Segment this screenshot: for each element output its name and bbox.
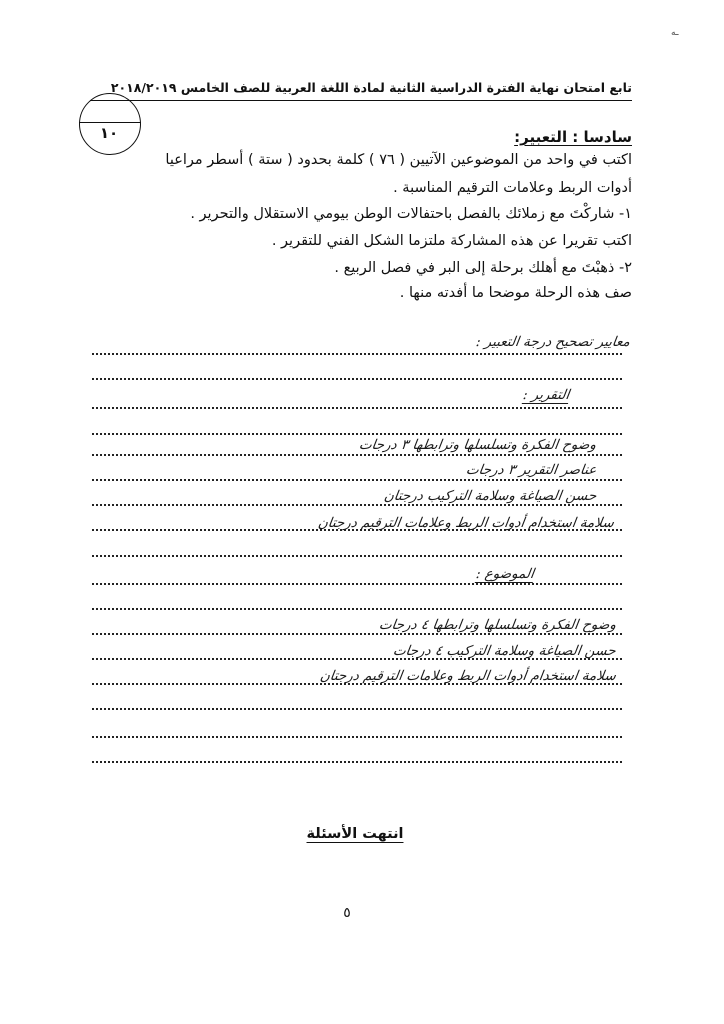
answer-line xyxy=(92,353,622,355)
handwritten-report-item: حسن الصياغة وسلامة التركيب درجتان xyxy=(382,488,598,504)
handwritten-topic-item: وضوح الفكرة وتسلسلها وترابطها ٤ درجات xyxy=(377,617,618,633)
answer-line xyxy=(92,555,622,557)
corner-mark: ـه xyxy=(671,28,679,38)
answer-line xyxy=(92,504,622,506)
header-rule xyxy=(90,100,632,101)
answer-line xyxy=(92,583,622,585)
answer-line xyxy=(92,608,622,610)
answer-line xyxy=(92,633,622,635)
section-title: سادسا : التعبير: xyxy=(514,128,632,146)
exam-header: تابع امتحان نهاية الفترة الدراسية الثانية لمادة اللغة العربية للصف الخامس ٢٠١٨/٢٠١٩ xyxy=(110,80,632,95)
answer-line xyxy=(92,761,622,763)
handwritten-topic-label: الموضوع : xyxy=(474,566,536,582)
handwritten-report-item: سلامة استخدام أدوات الربط وعلامات الترقيم درجتان xyxy=(317,515,616,531)
answer-line xyxy=(92,433,622,435)
handwritten-report-label: التقرير : xyxy=(521,387,571,403)
handwritten-topic-item: حسن الصياغة وسلامة التركيب ٤ درجات xyxy=(392,643,618,659)
answer-line xyxy=(92,454,622,456)
topic-2-task-line: صف هذه الرحلة موضحا ما أفدته منها . xyxy=(399,285,632,301)
score-value: ١٠ xyxy=(99,124,119,142)
handwritten-heading: معايير تصحيح درجة التعبير : xyxy=(474,334,632,350)
handwritten-report-item: عناصر التقرير ٣ درجات xyxy=(464,462,598,478)
answer-line xyxy=(92,479,622,481)
answer-line xyxy=(92,407,622,409)
instruction-line: اكتب في واحد من الموضوعين الآتيين ( ٧٦ ) كلمة بحدود ( ستة ) أسطر مراعيا xyxy=(165,152,632,168)
instruction-line: أدوات الربط وعلامات الترقيم المناسبة . xyxy=(393,180,632,196)
topic-2-line: ٢- ذهبْتَ مع أهلك برحلة إلى البر في فصل الربيع . xyxy=(334,260,632,276)
answer-line xyxy=(92,736,622,738)
end-of-questions: انتهت الأسئلة xyxy=(306,826,404,842)
answer-line xyxy=(92,378,622,380)
handwritten-report-item: وضوح الفكرة وتسلسلها وترابطها ٣ درجات xyxy=(357,437,598,453)
answer-line xyxy=(92,708,622,710)
topic-1-line: ١- شاركْتَ مع زملائك بالفصل باحتفالات الوطن بيومي الاستقلال والتحرير . xyxy=(190,206,632,222)
page-number: ٥ xyxy=(343,905,351,921)
handwritten-topic-item: سلامة استخدام أدوات الربط وعلامات الترقيم درجتان xyxy=(319,668,618,684)
score-divider xyxy=(79,122,141,123)
topic-1-task-line: اكتب تقريرا عن هذه المشاركة ملتزما الشكل الفني للتقرير . xyxy=(271,233,632,249)
